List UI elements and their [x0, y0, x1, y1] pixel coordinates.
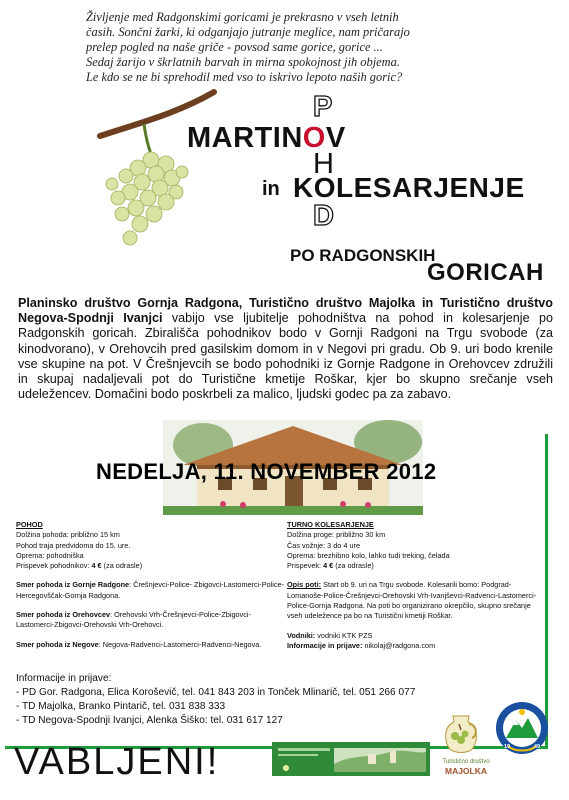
pohod-section: [16, 520, 286, 650]
contact-line: - TD Negova-Spodnji Ivanjci, Alenka Šiško: tel. 031 617 127: [16, 715, 283, 726]
route-description-label: Opis poti:: [287, 580, 322, 590]
route-negova: [16, 640, 286, 650]
route-label: Smer pohoda iz Orehovcev: [16, 610, 111, 620]
contact-line: - PD Gor. Radgona, Elica Koroševič, tel. 041 843 203 in Tonček Mlinarič, tel. 051 266 077: [16, 687, 416, 698]
pohod-line: Pohod traja predvidoma do 15. ure.: [16, 540, 131, 550]
poem-line: prelep pogled na naše griče - povsod same gorice, gorice ...: [86, 40, 383, 54]
pohod-fee-value: 4 €: [91, 561, 102, 571]
kolesarjenje-line: Dolžina proge: približno 30 km: [287, 530, 386, 540]
title-goricah: GORICAH: [427, 259, 544, 286]
planinsko-drustvo-logo: [494, 698, 550, 760]
majolka-jug-logo: [441, 712, 481, 758]
intro-poem: [86, 10, 526, 85]
kolesarjenje-fee-label: Prispevek:: [287, 561, 324, 571]
title-o-red: O: [302, 122, 326, 154]
grapes-illustration: [96, 84, 221, 254]
title-kolesarjenje: KOLESARJENJE: [293, 172, 525, 203]
poem-line: časih. Sončni žarki, ki odganjajo jutranje meglice, nam pričarajo: [86, 25, 410, 39]
title-po-radgonskih: PO RADGONSKIH: [290, 246, 436, 265]
vertical-letter-h: H: [313, 148, 334, 180]
contact-heading: Informacije in prijave:: [16, 673, 112, 684]
route-gornja-radgona: [16, 580, 286, 601]
pohod-line: Oprema: pohodniška: [16, 550, 84, 560]
route-description: [287, 580, 542, 621]
majolka-big-text: MAJOLKA: [444, 766, 488, 776]
bike-contact-email: nikolaj@radgona.com: [362, 640, 436, 650]
kolesarjenje-fee: [287, 561, 542, 571]
kolesarjenje-line: Čas vožnje: 3 do 4 ure: [287, 540, 361, 550]
title-martin-text: MARTIN: [187, 122, 303, 154]
logo-year-left: 19: [504, 744, 511, 750]
intro-organizers: Planinsko društvo Gornja Radgona, Turistično društvo Majolka in Turistično društvo Negova-Spodnji Ivanjci: [18, 296, 553, 326]
pohod-line: Dolžina pohoda: približno 15 km: [16, 530, 120, 540]
vertical-letter-d: D: [313, 200, 334, 232]
intro-paragraph: [18, 296, 553, 402]
vineyard-banner: [272, 742, 430, 776]
vabljeni-heading: VABLJENI!: [14, 741, 220, 783]
route-label: Smer pohoda iz Gornje Radgone: [16, 580, 130, 590]
pohod-heading: POHOD: [16, 520, 43, 529]
poem-line: Življenje med Radgonskimi goricami je prekrasno v vseh letnih: [86, 10, 399, 24]
kolesarjenje-fee-value: 4 €: [323, 561, 334, 571]
pohod-fee-label: Prispevek pohodnikov:: [16, 561, 92, 571]
bike-contact-label: Informacije in prijave:: [287, 640, 363, 650]
contact-info: [16, 672, 436, 728]
guides: [287, 631, 542, 641]
logo-year-right: 49: [534, 744, 541, 750]
route-text: : Negova-Radvenci-Lastomerci-Radvenci-Negova.: [98, 639, 262, 649]
vertical-letter-p: P: [313, 91, 333, 123]
route-text: : Orehovski Vrh-Črešnjevci-Police-Zbigovci-Lastomerci-Zbigovci-Orehovski Vrh-Orehovci.: [16, 610, 251, 630]
guides-label: Vodniki:: [287, 630, 316, 640]
majolka-small-text: Turistično društvo: [442, 759, 490, 765]
kolesarjenje-heading: TURNO KOLESARJENJE: [287, 520, 374, 529]
kolesarjenje-section: [287, 520, 542, 651]
pohod-fee-note: (za odrasle): [101, 561, 143, 571]
route-label: Smer pohoda iz Negove: [16, 639, 99, 649]
title-v: V: [325, 122, 346, 154]
intro-text: vabijo vse ljubitelje pohodništva na pohod in kolesarjenje po Radgonskih goricah. Zbirališča pohodnikov bodo v Gornji Radgoni na Trgu svobode (za kinodvorano), v Orehovcih pred gasilskim domom in v Negovi pri gradu. Ob 9. uri bodo krenile vse skupine na pot. V Črešnjevcih se bodo pohodniki iz Gornje Radgone in Orehovcev združili in skupaj nadaljevali pot do Turistične kmetije Roškar, kjer bo skupno srečanje vseh udeležencev. Domačini bodo poskrbeli za malico, ljudski godec pa za zabavo.: [18, 311, 553, 402]
route-orehovci: [16, 610, 286, 631]
title-in: in: [262, 178, 280, 200]
bike-contact: [287, 641, 542, 651]
route-description-text: Start ob 9. uri na Trgu svobode. Kolesarili bomo: Podgrad-Lomanoše-Police-Črešnjevci-Orehovski Vrh-Ivanjševci-Radvenci-Lastomerci-Police-Gornja Radgona. Na poti bo organizirano okrepčilo, skupno srečanje vseh udeležence pa bo na Turistični kmetiji Roškar.: [287, 580, 537, 621]
poem-line: Le kdo se ne bi sprehodil med vso to iskrivo lepoto naših goric?: [86, 70, 403, 84]
contact-line: - TD Majolka, Branko Pintarič, tel. 031 838 333: [16, 701, 226, 712]
pohod-fee: [16, 561, 286, 571]
guides-text: vodniki KTK PZS: [315, 630, 373, 640]
kolesarjenje-line: Oprema: brezhibno kolo, lahko tudi treking, čelada: [287, 550, 450, 560]
poem-line: Sedaj žarijo v škrlatnih barvah in mirna spokojnost jih objema.: [86, 55, 400, 69]
route-text: : Črešnjevci-Police- Zbigovci-Lastomerci-Police-Hercegovščak-Gornja Radgona.: [16, 580, 285, 600]
kolesarjenje-fee-note: (za odrasle): [333, 561, 374, 571]
event-date: NEDELJA, 11. NOVEMBER 2012: [96, 459, 437, 484]
